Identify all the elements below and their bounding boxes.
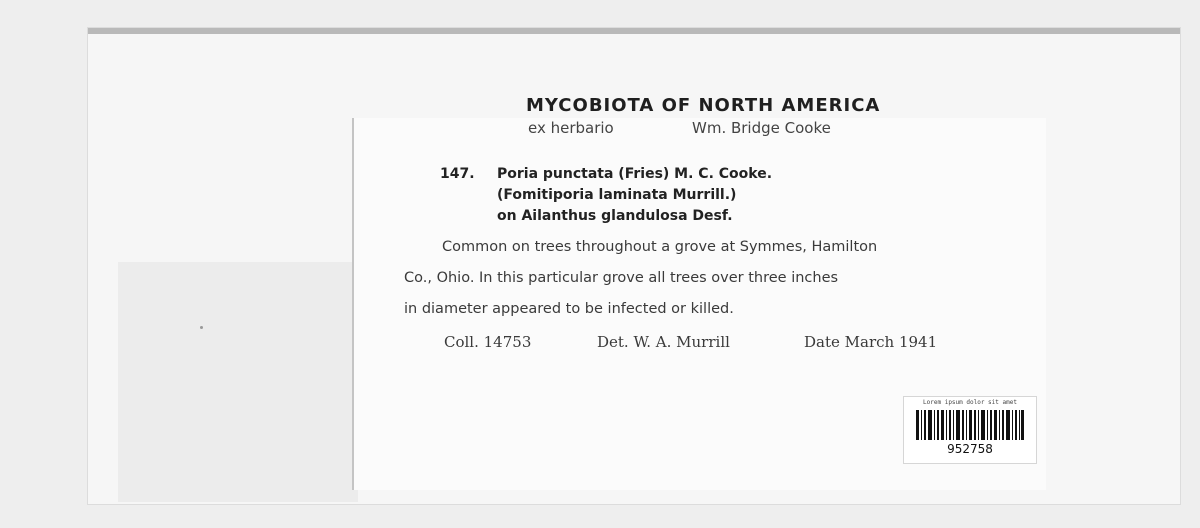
specimen-line: Poria punctata (Fries) M. C. Cooke. bbox=[497, 166, 773, 182]
notes-line: Co., Ohio. In this particular grove all trees over three inches bbox=[404, 270, 839, 286]
specimen-line: (Fomitiporia laminata Murrill.) bbox=[497, 187, 737, 203]
collection-date: Date March 1941 bbox=[804, 333, 938, 351]
specimen-line: on Ailanthus glandulosa Desf. bbox=[497, 208, 733, 224]
ex-herbario-text: ex herbario bbox=[528, 119, 614, 137]
herbarium-name: Wm. Bridge Cooke bbox=[692, 119, 831, 137]
notes-line: in diameter appeared to be infected or killed. bbox=[404, 301, 734, 317]
barcode-icon bbox=[916, 410, 1024, 440]
determiner: Det. W. A. Murrill bbox=[597, 333, 730, 351]
notes-line: Common on trees throughout a grove at Symmes, Hamilton bbox=[442, 239, 878, 255]
barcode-label bbox=[903, 396, 1037, 464]
collection-number: Coll. 14753 bbox=[444, 333, 532, 351]
label-heading: MYCOBIOTA OF NORTH AMERICA bbox=[526, 95, 881, 116]
paper-speck bbox=[200, 326, 203, 329]
specimen-number: 147. bbox=[440, 166, 475, 182]
envelope-flap bbox=[118, 262, 358, 502]
barcode-header: Lorem ipsum dolor sit amet bbox=[923, 399, 1017, 406]
barcode-number: 952758 bbox=[947, 442, 993, 456]
